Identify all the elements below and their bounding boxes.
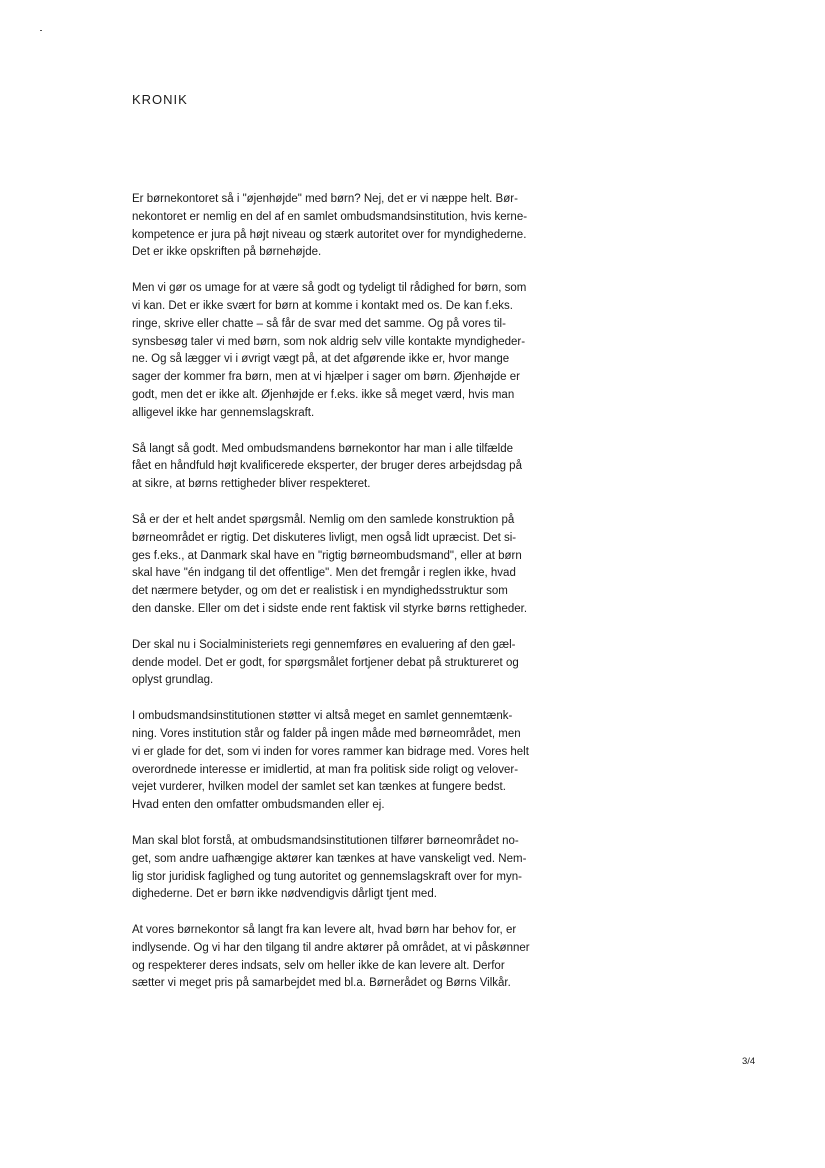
text-line: dighederne. Det er børn ikke nødvendigvis dårligt tjent med. (132, 888, 437, 901)
text-line: sager der kommer fra børn, men at vi hjælper i sager om børn. Øjenhøjde er (132, 371, 520, 384)
text-line: lig stor juridisk faglighed og tung autoritet og gennemslagskraft over for myn- (132, 870, 522, 883)
text-line: fået en håndfuld højt kvalificerede eksperter, der bruger deres arbejdsdag på (132, 460, 522, 473)
text-line: og respekterer deres indsats, selv om heller ikke de kan levere alt. Derfor (132, 959, 505, 972)
text-line: Det er ikke opskriften på børnehøjde. (132, 246, 322, 259)
page-heading: KRONIK (132, 92, 188, 107)
paragraph (132, 833, 572, 904)
paragraph (132, 191, 572, 262)
text-line: Er børnekontoret så i "øjenhøjde" med børn? Nej, det er vi næppe helt. Bør- (132, 193, 518, 205)
text-line: overordnede interesse er imidlertid, at man fra politisk side roligt og velover- (132, 763, 519, 776)
text-line: I ombudsmandsinstitutionen støtter vi altså meget en samlet gennemtænk- (132, 710, 513, 723)
text-line: indlysende. Og vi har den tilgang til andre aktører på området, at vi påskønner (132, 941, 530, 954)
text-line: den danske. Eller om det i sidste ende rent faktisk vil styrke børns rettigheder. (132, 602, 528, 615)
scan-speck (40, 30, 42, 31)
paragraph (132, 512, 572, 619)
text-line: Hvad enten den omfatter ombudsmanden eller ej. (132, 799, 385, 812)
text-line: godt, men det er ikke alt. Øjenhøjde er f.eks. ikke så meget værd, hvis man (132, 388, 515, 401)
paragraph (132, 441, 572, 494)
text-line: synsbesøg taler vi med børn, som nok aldrig selv ville kontakte myndigheder- (132, 335, 526, 348)
text-line: nekontoret er nemlig en del af en samlet ombudsmandsinstitution, hvis kerne- (132, 210, 528, 223)
text-line: kompetence er jura på højt niveau og stærk autoritet over for myndighederne. (132, 228, 527, 241)
text-line: ges f.eks., at Danmark skal have en "rigtig børneombudsmand", eller at børn (132, 549, 522, 562)
text-line: vejet vurderer, hvilken model der samlet set kan tænkes at fungere bedst. (132, 781, 506, 794)
text-line: børneområdet er rigtig. Det diskuteres livligt, men også lidt upræcist. Det si- (132, 531, 517, 544)
text-line: Så er der et helt andet spørgsmål. Nemlig om den samlede konstruktion på (132, 513, 515, 526)
text-line: dende model. Det er godt, for spørgsmålet fortjener debat på struktureret og (132, 656, 519, 669)
text-line: ringe, skrive eller chatte – så får de svar med det samme. Og på vores til- (132, 317, 506, 330)
text-line: oplyst grundlag. (132, 674, 214, 687)
text-line: sætter vi meget pris på samarbejdet med bl.a. Børnerådet og Børns Vilkår. (132, 977, 511, 990)
text-line: det nærmere betyder, og om det er realistisk i en myndighedsstruktur som (132, 585, 508, 598)
text-line: Man skal blot forstå, at ombudsmandsinstitutionen tilfører børneområdet no- (132, 834, 519, 847)
text-line: ning. Vores institution står og falder på ingen måde med børneområdet, men (132, 727, 521, 740)
paragraph (132, 280, 572, 422)
text-line: vi er glade for det, som vi inden for vores rammer kan bidrage med. Vores helt (132, 745, 529, 758)
paragraph (132, 922, 572, 993)
text-line: skal have "én indgang til det offentlige". Men det fremgår i reglen ikke, hvad (132, 567, 516, 580)
text-line: alligevel ikke har gennemslagskraft. (132, 406, 315, 419)
text-line: vi kan. Det er ikke svært for børn at komme i kontakt med os. De kan f.eks. (132, 299, 513, 312)
page-number: 3/4 (742, 1056, 756, 1067)
text-line: ne. Og så lægger vi i øvrigt vægt på, at det afgørende ikke er, hvor mange (132, 353, 510, 366)
text-line: Men vi gør os umage for at være så godt og tydeligt til rådighed for børn, som (132, 282, 527, 295)
paragraph (132, 637, 572, 690)
text-line: At vores børnekontor så langt fra kan levere alt, hvad børn har behov for, er (132, 924, 517, 937)
text-line: get, som andre uafhængige aktører kan tænkes at have vanskeligt ved. Nem- (132, 852, 527, 865)
article-body (132, 191, 572, 1011)
paragraph (132, 708, 572, 815)
text-line: Så langt så godt. Med ombudsmandens børnekontor har man i alle tilfælde (132, 442, 513, 455)
text-line: Der skal nu i Socialministeriets regi gennemføres en evaluering af den gæl- (132, 638, 516, 651)
text-line: at sikre, at børns rettigheder bliver respekteret. (132, 478, 371, 491)
